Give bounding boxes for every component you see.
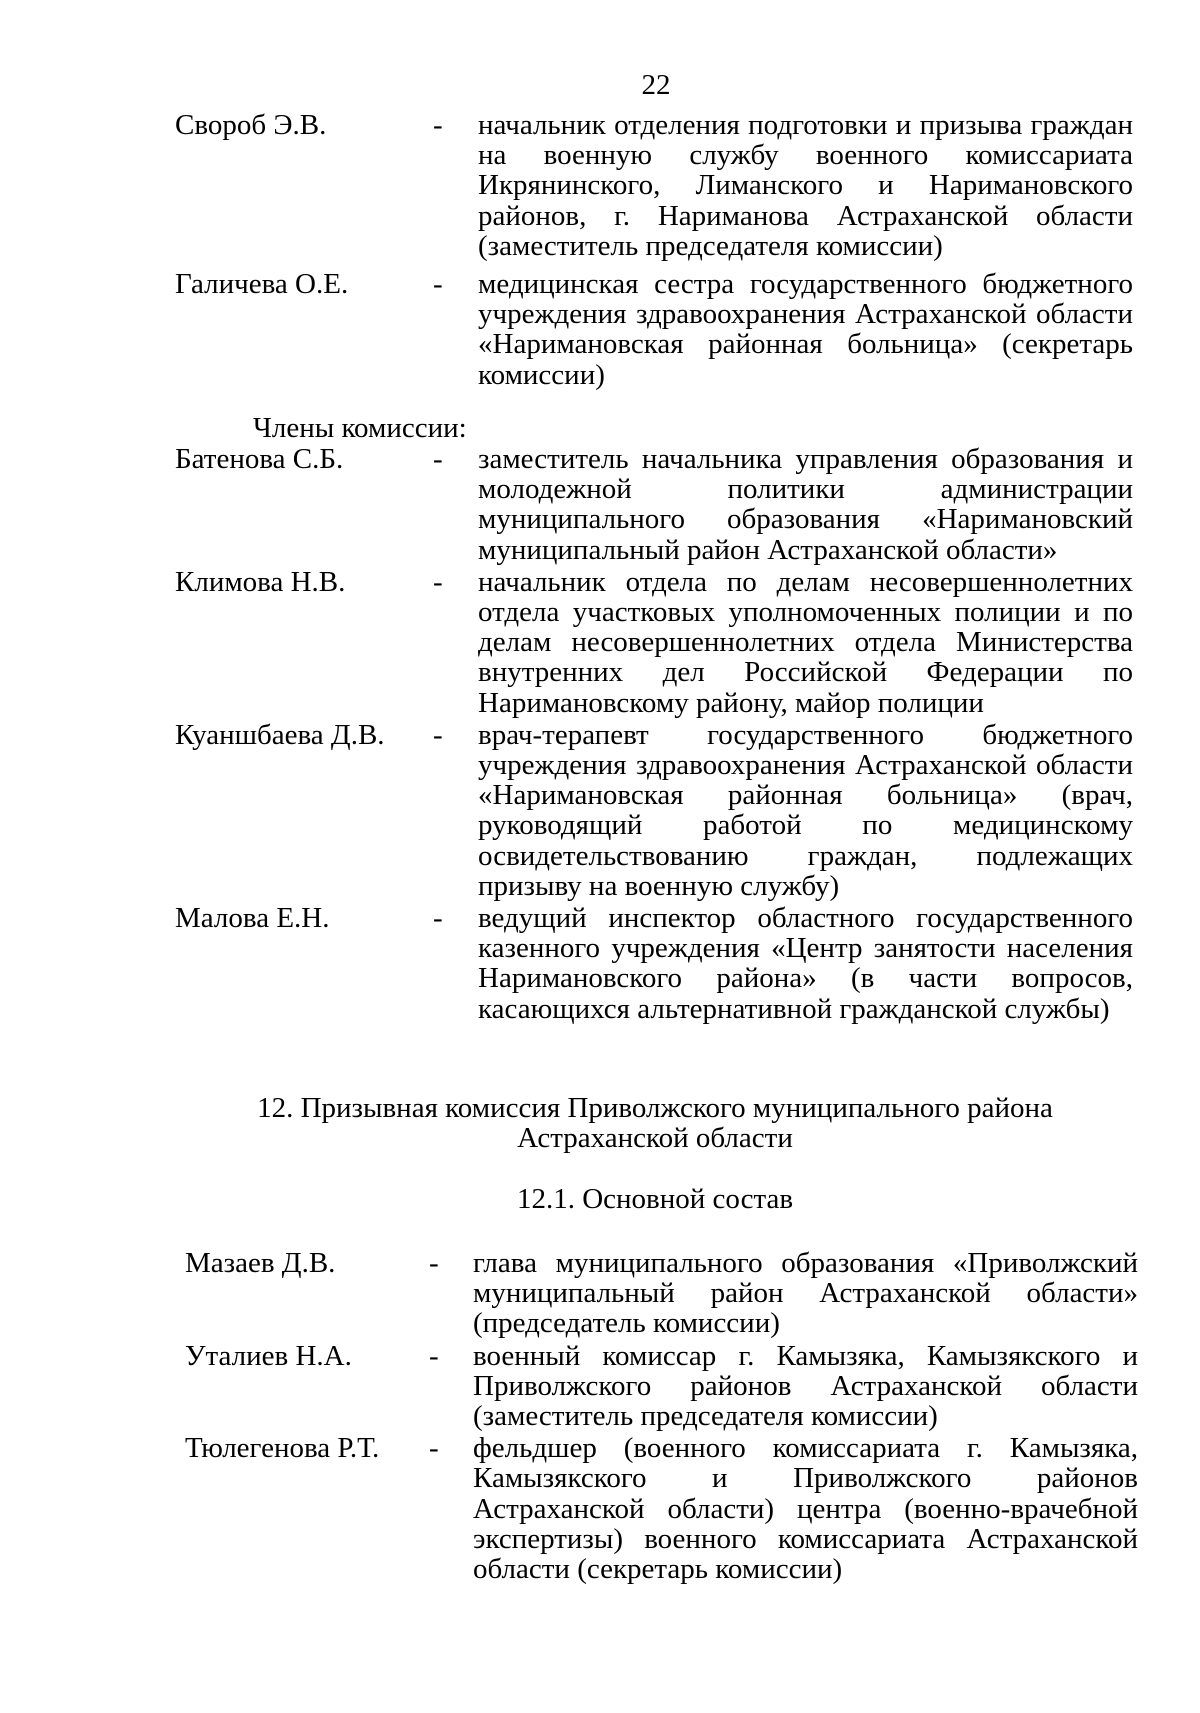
member-description: военный комиссар г. Камызяка, Камызякского и Приволжского районов Астраханской области (заместитель председателя комиссии): [473, 1339, 1138, 1433]
member-description: глава муниципального образования «Приволжский муниципальный район Астраханской области» (председатель комиссии): [473, 1247, 1138, 1340]
dash: -: [433, 565, 443, 598]
dash: -: [433, 902, 443, 935]
list-item: [175, 444, 1133, 565]
commission-members-list: [0, 444, 1200, 1024]
commission-list-1: [0, 110, 1200, 398]
member-name: Тюлегенова Р.Т.: [185, 1432, 380, 1465]
dash: -: [433, 109, 443, 141]
member-description: фельдшер (военного комиссариата г. Камызяка, Камызякского и Приволжского районов Астраханской области) центра (военно-врачебной экспертизы) военного комиссариата Астраханской области (секретарь комиссии): [473, 1432, 1138, 1586]
list-item: [175, 720, 1133, 901]
section-heading-line1: 12. Призывная комиссия Приволжского муниципального района: [257, 1092, 1053, 1124]
member-name: Малова Е.Н.: [175, 902, 330, 935]
member-name: Климова Н.В.: [175, 565, 346, 598]
member-name: Куаншбаева Д.В.: [175, 718, 385, 751]
list-item: [185, 1433, 1138, 1584]
section-heading-line2: Астраханской области: [517, 1122, 793, 1154]
dash: -: [433, 718, 443, 751]
list-item: [175, 110, 1133, 261]
member-description: заместитель начальника управления образования и молодежной политики администрации муниципального образования «Наримановский муниципальный район Астраханской области»: [478, 443, 1133, 566]
member-name: Мазаев Д.В.: [185, 1247, 336, 1279]
dash: -: [433, 443, 443, 475]
dash: -: [429, 1432, 439, 1465]
member-description: начальник отдела по делам несовершеннолетних отдела участковых уполномоченных полиции и по делам несовершеннолетних отдела Министерства внутренних дел Российской Федерации по Наримановскому району, майор полиции: [478, 565, 1133, 719]
member-name: Уталиев Н.А.: [185, 1339, 352, 1372]
dash: -: [433, 268, 443, 301]
commission-list-12: [0, 1248, 1200, 1584]
member-name: Свороб Э.В.: [175, 109, 327, 141]
member-name: Галичева О.Е.: [175, 268, 349, 301]
member-description: медицинская сестра государственного бюджетного учреждения здравоохранения Астраханской области «Наримановская районная больница» (секретарь комиссии): [478, 268, 1133, 391]
member-description: начальник отделения подготовки и призыва граждан на военную службу военного комиссариата Икрянинского, Лиманского и Наримановского районов, г. Нариманова Астраханской области (заместитель председателя комиссии): [478, 109, 1133, 262]
list-item: [175, 269, 1133, 390]
member-name: Батенова С.Б.: [175, 443, 344, 475]
dash: -: [429, 1339, 439, 1372]
list-item: [185, 1341, 1138, 1432]
dash: -: [429, 1247, 439, 1279]
member-description: врач-терапевт государственного бюджетного учреждения здравоохранения Астраханской области «Наримановская районная больница» (врач, руководящий работой по медицинскому освидетельствованию граждан, подлежащих призыву на военную службу): [478, 718, 1133, 902]
list-item: [175, 567, 1133, 718]
page-number: 22: [641, 69, 671, 101]
members-label: Члены комиссии:: [253, 412, 467, 444]
section-subtitle: 12.1. Основной состав: [516, 1183, 794, 1215]
list-item: [185, 1248, 1138, 1339]
list-item: [175, 903, 1133, 1024]
member-description: ведущий инспектор областного государственного казенного учреждения «Центр занятости населения Наримановского района» (в части вопросов, касающихся альтернативной гражданской службы): [478, 902, 1133, 1025]
